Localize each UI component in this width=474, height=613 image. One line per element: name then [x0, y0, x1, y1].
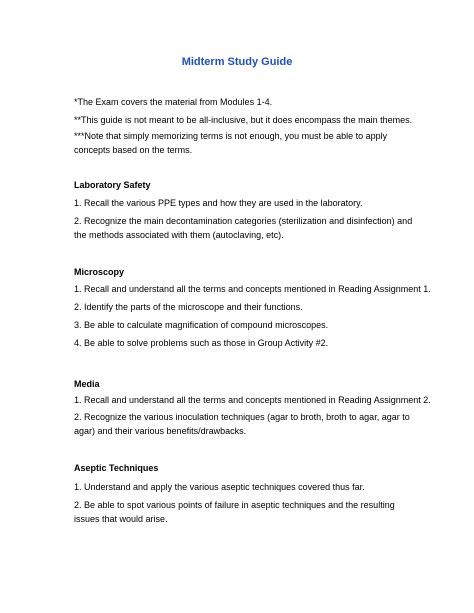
- section-heading-aseptic-techniques: Aseptic Techniques: [74, 463, 159, 473]
- list-item: 2. Be able to spot various points of failure in aseptic techniques and the resulting issues that would arise.: [74, 500, 395, 524]
- list-item: 2. Identify the parts of the microscope and their functions.: [74, 302, 303, 312]
- list-item: 3. Be able to calculate magnification of compound microscopes.: [74, 320, 329, 330]
- list-item: 2. Recognize the main decontamination categories (sterilization and disinfection) and the methods associated with them (autoclaving, etc).: [74, 216, 413, 240]
- list-item: 1. Understand and apply the various aseptic techniques covered thus far.: [74, 482, 365, 492]
- section-heading-media: Media: [74, 379, 100, 389]
- list-item: 4. Be able to solve problems such as those in Group Activity #2.: [74, 338, 329, 348]
- list-item: 2. Recognize the various inoculation techniques (agar to broth, broth to agar, agar to agar) and their various benefits/drawbacks.: [74, 412, 410, 436]
- list-item: 1. Recall and understand all the terms and concepts mentioned in Reading Assignment 1.: [74, 284, 431, 294]
- section-heading-laboratory-safety: Laboratory Safety: [74, 180, 151, 190]
- section-heading-microscopy: Microscopy: [74, 267, 125, 277]
- note-exam-scope: *The Exam covers the material from Modules 1-4.: [74, 97, 273, 107]
- document-title: Midterm Study Guide: [181, 56, 293, 68]
- list-item: 1. Recall and understand all the terms and concepts mentioned in Reading Assignment 2.: [74, 395, 431, 405]
- note-apply-concepts: ***Note that simply memorizing terms is not enough, you must be able to apply concepts based on the terms.: [74, 131, 388, 155]
- list-item: 1. Recall the various PPE types and how they are used in the laboratory.: [74, 198, 363, 208]
- note-not-all-inclusive: **This guide is not meant to be all-inclusive, but it does encompass the main themes.: [74, 115, 413, 125]
